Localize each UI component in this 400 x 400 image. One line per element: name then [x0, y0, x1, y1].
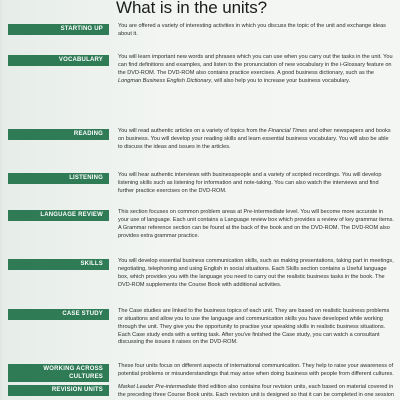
section-text-vocabulary: You will learn important new words and phrases which you can use when you carry out the tasks in the unit. You can find definitions and examples, and listen to the pronunciation of new vocabulary in the i-Glossary feature on the DVD-ROM. The DVD-ROM also contains practice exercises. A good business dictionary, such as the Longman Business English Dictionary, will also help you to increase your business vocabulary. — [118, 54, 393, 84]
newspaper-title: Financial Times — [268, 128, 308, 134]
section-text-reading: You will read authentic articles on a variety of topics from the Financial Times and other newspapers and books on business. You will develop your reading skills and learn essential business vocabulary. You will also be able to discuss the ideas and issues in the articles. — [118, 128, 391, 150]
section-label-listening: LISTENING — [8, 173, 109, 184]
section-text-starting-up: You are offered a variety of interesting activities in which you discuss the topic of the unit and exchange ideas about it. — [118, 23, 386, 37]
section-label-reading: READING — [8, 129, 109, 140]
section-label-skills: SKILLS — [8, 259, 109, 270]
book-page — [2, 0, 400, 400]
section-text-language-review: This section focuses on common problem areas at Pre-intermediate level. You will become more accurate in your use of language. Each unit contains a Language review box which provides a review of key grammar items. A Grammar reference section can be found at the back of the book and on the DVD-ROM. The DVD-ROM also provides extra grammar practice. — [118, 209, 394, 239]
section-label-working-across-cultures: WORKING ACROSS CULTURES — [8, 364, 109, 382]
section-text-listening: You will hear authentic interviews with businesspeople and a variety of scripted recordings. You will develop listening skills such as listening for information and note-taking. You can also watch the interviews and find further practice exercises on the DVD-ROM. — [118, 172, 382, 194]
section-text-case-study: The Case studies are linked to the business topics of each unit. They are based on realistic business problems or situations and allow you to use the language and communication skills you have developed while working through the unit. They give you the opportunity to practise your speaking skills in realistic business situations. Each Case study ends with a writing task. After you've finished the Case study, you can watch a consultant discussing the issues it raises on the DVD-ROM. — [118, 308, 390, 346]
dictionary-title: Longman Business English Dictionary — [118, 77, 212, 84]
section-label-language-review: LANGUAGE REVIEW — [8, 210, 109, 221]
section-label-starting-up: STARTING UP — [8, 24, 109, 35]
section-label-vocabulary: VOCABULARY — [8, 55, 109, 66]
section-label-case-study: CASE STUDY — [8, 309, 109, 320]
section-text-revision-units: Market Leader Pre-intermediate third edition also contains four revision units, each based on material covered in the preceding three Course Book units. Each revision unit is designed so that it can be completed in one session — [118, 384, 394, 398]
section-text-skills: You will develop essential business communication skills, such as making presentations, taking part in meetings, negotiating, telephoning and using English in social situations. Each Skills section contains a Useful language box, which provides you with the language you need to carry out the realistic business tasks in the book. The DVD-ROM supplements the Course Book with additional activities. — [118, 258, 394, 288]
section-label-revision-units: REVISION UNITS — [8, 385, 109, 396]
section-text-working-across-cultures: These four units focus on different aspects of international communication. They help to raise your awareness of potential problems or misunderstandings that may arise when doing business with people from different cultures. — [118, 363, 394, 377]
page-title: What is in the units? — [116, 0, 267, 17]
book-title: Market Leader Pre-intermediate — [118, 384, 197, 390]
